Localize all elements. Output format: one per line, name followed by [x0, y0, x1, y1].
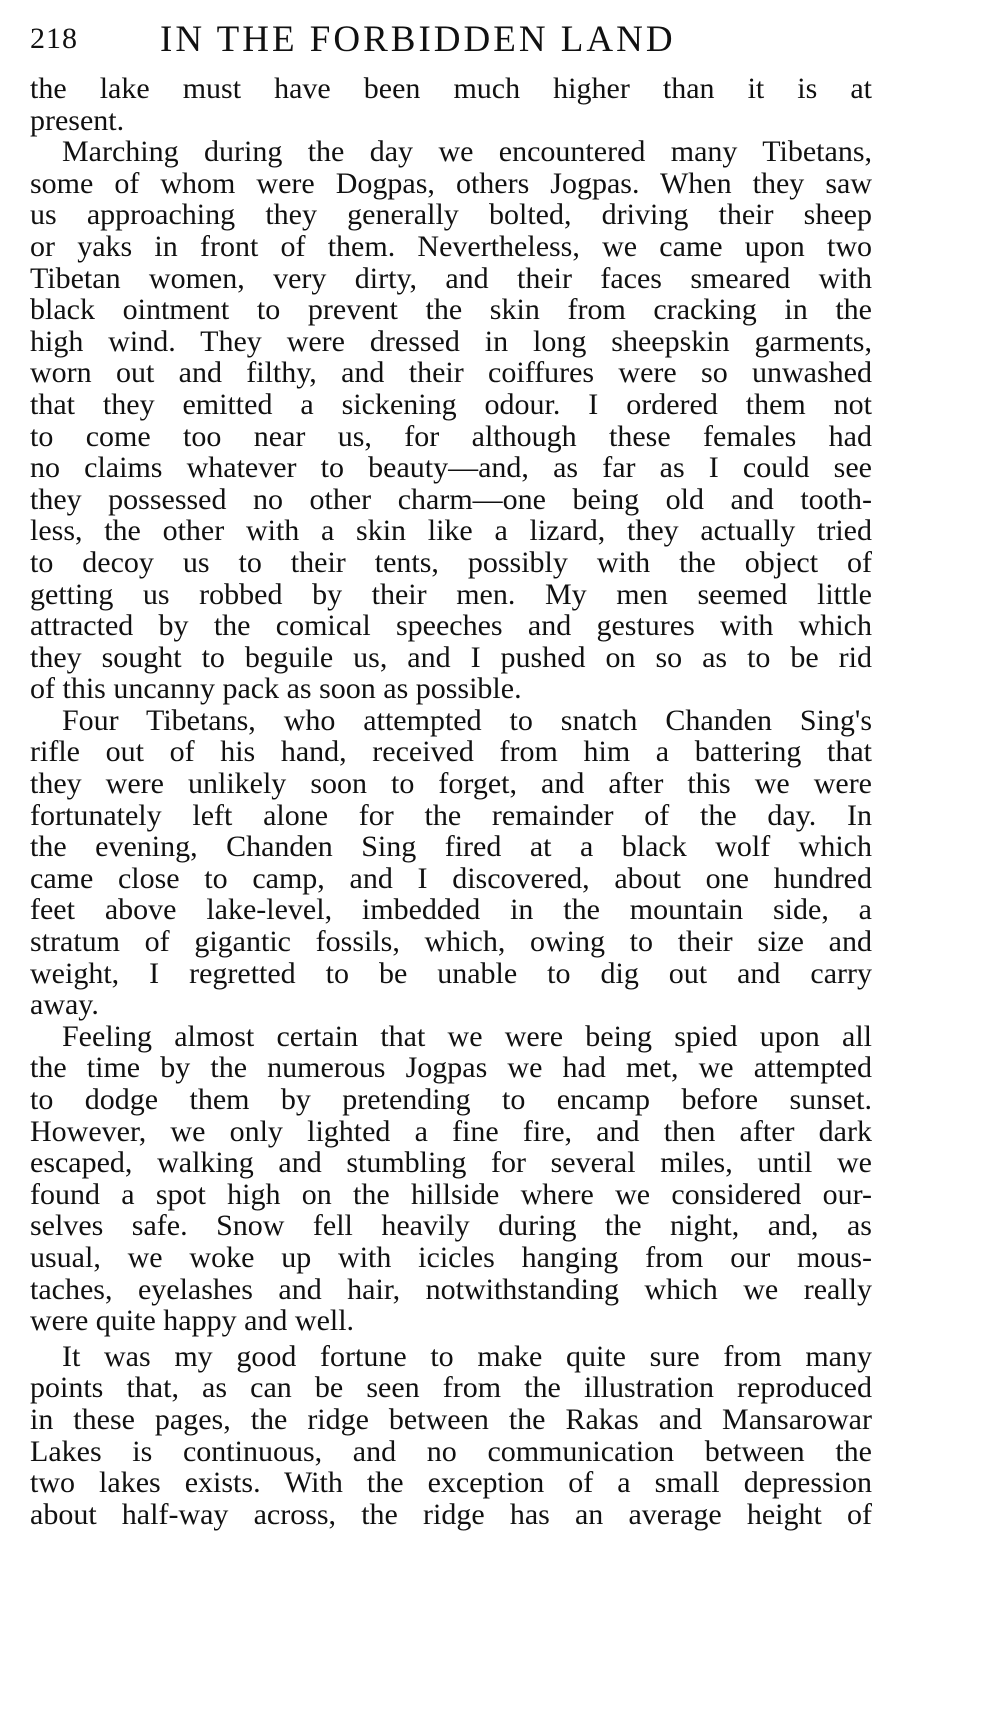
text-line: Lakes is continuous, and no communication between the [30, 1434, 872, 1468]
page-number: 218 [30, 22, 78, 55]
text-line: stratum of gigantic fossils, which, owing to their size and [30, 925, 872, 959]
text-line: to decoy us to their tents, possibly with the object of [30, 545, 872, 579]
text-line: in these pages, the ridge between the Rakas and Mansarowar [30, 1402, 872, 1436]
text-line: the time by the numerous Jogpas we had met, we attempted [30, 1051, 872, 1085]
text-line: getting us robbed by their men. My men seemed little [30, 577, 872, 611]
text-line: some of whom were Dogpas, others Jogpas. When they saw [30, 166, 872, 200]
text-line: attracted by the comical speeches and gestures with which [30, 609, 872, 643]
text-line: black ointment to prevent the skin from cracking in the [30, 293, 872, 327]
text-line: they possessed no other charm—one being old and tooth- [30, 482, 872, 516]
text-line: us approaching they generally bolted, driving their sheep [30, 198, 872, 232]
running-title: IN THE FORBIDDEN LAND [160, 19, 676, 60]
text-line: of this uncanny pack as soon as possible. [30, 672, 522, 706]
paragraph-first-line: Four Tibetans, who attempted to snatch Chanden Sing's [62, 703, 872, 737]
text-line: to dodge them by pretending to encamp before sunset. [30, 1083, 872, 1116]
paragraph-first-line: Feeling almost certain that we were being spied upon all [62, 1019, 872, 1053]
text-line: worn out and filthy, and their coiffures were so unwashed [30, 356, 872, 390]
text-line: or yaks in front of them. Nevertheless, we came upon two [30, 229, 872, 263]
text-line: usual, we woke up with icicles hanging from our mous- [30, 1240, 872, 1274]
page-header [30, 18, 880, 66]
text-line: to come too near us, for although these females had [30, 419, 872, 453]
text-line: rifle out of his hand, received from him a battering that [30, 735, 872, 769]
body-text [30, 73, 872, 1530]
text-line: came close to camp, and I discovered, about one hundred [30, 861, 872, 895]
text-line: they sought to beguile us, and I pushed on so as to be rid [30, 640, 872, 674]
text-line: selves safe. Snow fell heavily during the night, and, as [30, 1209, 872, 1243]
text-line: escaped, walking and stumbling for several miles, until we [30, 1146, 872, 1180]
text-line: fortunately left alone for the remainder of the day. In [30, 798, 872, 832]
text-line: weight, I regretted to be unable to dig out and carry [30, 956, 872, 990]
paragraph-first-line: Marching during the day we encountered many Tibetans, [62, 135, 872, 169]
text-line: away. [30, 988, 99, 1022]
paragraph-first-line: It was my good fortune to make quite sure from many [62, 1339, 872, 1373]
text-line: less, the other with a skin like a lizard, they actually tried [30, 514, 872, 548]
text-line: feet above lake-level, imbedded in the mountain side, a [30, 893, 872, 927]
text-line: Tibetan women, very dirty, and their faces smeared with [30, 261, 872, 295]
text-line: high wind. They were dressed in long sheepskin garments, [30, 324, 872, 358]
text-line: two lakes exists. With the exception of a small depression [30, 1466, 872, 1500]
text-line: However, we only lighted a fine fire, and then after dark [30, 1114, 872, 1148]
text-line: found a spot high on the hillside where we considered our- [30, 1177, 872, 1211]
text-line: about half-way across, the ridge has an average height of [30, 1497, 872, 1531]
text-line: present. [30, 103, 125, 137]
text-line: taches, eyelashes and hair, notwithstanding which we really [30, 1272, 872, 1306]
text-line: points that, as can be seen from the illustration reproduced [30, 1371, 872, 1405]
text-line: they were unlikely soon to forget, and after this we were [30, 767, 872, 801]
text-line: no claims whatever to beauty—and, as far as I could see [30, 451, 872, 485]
text-line: the lake must have been much higher than it is at [30, 72, 872, 105]
text-line: that they emitted a sickening odour. I ordered them not [30, 387, 872, 421]
text-line: were quite happy and well. [30, 1304, 355, 1338]
text-line: the evening, Chanden Sing fired at a black wolf which [30, 830, 872, 864]
